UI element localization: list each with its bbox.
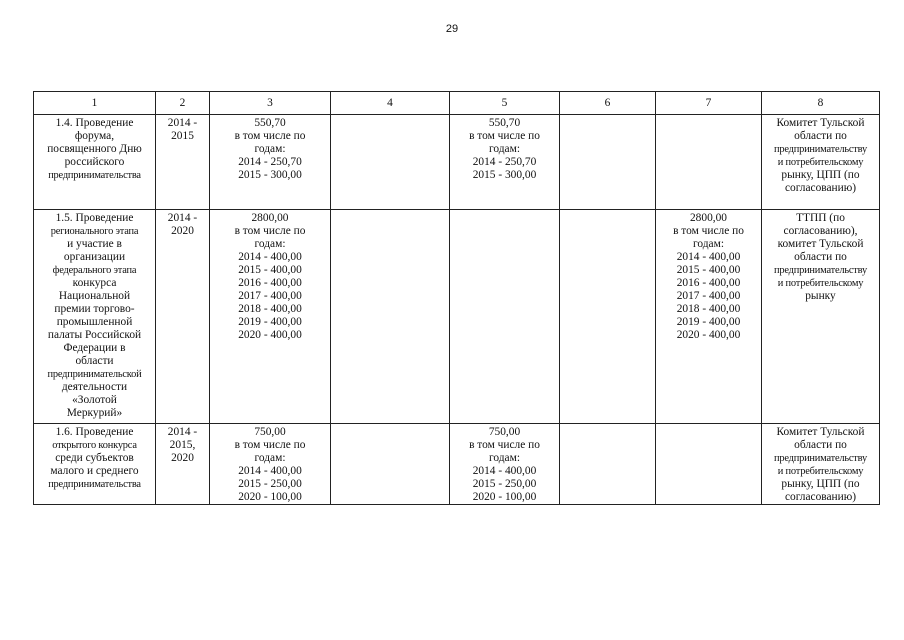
- cell-text-line: 2016 - 400,00: [238, 277, 302, 289]
- cell-text-line: федерального этапа: [52, 265, 137, 276]
- funding-col-5-cell: [450, 115, 560, 210]
- activity-name-cell: [34, 424, 156, 505]
- cell-text-line: и потребительскому: [777, 466, 864, 477]
- cell-text-line: конкурса: [72, 277, 117, 289]
- column-header: 4: [331, 92, 450, 115]
- cell-text-line: 2015 - 400,00: [238, 264, 302, 276]
- cell-text-line: рынку: [805, 290, 836, 302]
- cell-text-line: Комитет Тульской: [776, 426, 865, 438]
- cell-text-line: 550,70: [488, 117, 521, 129]
- table-header-row: [34, 92, 880, 115]
- cell-text-line: 1.4. Проведение: [55, 117, 134, 129]
- funding-col-7-cell: [656, 115, 762, 210]
- cell-text-line: 2800,00: [251, 212, 289, 224]
- total-funding-cell: [210, 210, 331, 424]
- cell-text-line: 2019 - 400,00: [676, 316, 741, 328]
- cell-text-line: рынку, ЦПП (по: [781, 478, 860, 490]
- cell-text-line: организации: [63, 251, 126, 263]
- activity-name-cell: [34, 210, 156, 424]
- cell-text-line: 2014 - 400,00: [472, 465, 537, 477]
- funding-col-6-cell: [560, 115, 656, 210]
- cell-text-line: в том числе по: [234, 130, 306, 142]
- cell-text-line: 2015: [171, 130, 194, 142]
- cell-text-line: 2014 -: [167, 117, 198, 129]
- cell-text-line: 750,00: [254, 426, 286, 438]
- cell-text-line: российского: [64, 156, 125, 168]
- funding-col-5-cell: [450, 424, 560, 505]
- cell-text-line: и участие в: [67, 238, 122, 250]
- cell-text-line: Федерации в: [63, 342, 126, 354]
- funding-col-4-cell: [331, 210, 450, 424]
- table-row: [34, 424, 880, 505]
- funding-col-7-cell: [656, 210, 762, 424]
- cell-text-line: предпринимательству: [774, 453, 867, 464]
- cell-text-line: предпринимательской: [47, 369, 142, 380]
- cell-text-line: 550,70: [254, 117, 286, 129]
- cell-text-line: 1.5. Проведение: [55, 212, 134, 224]
- cell-text-line: 2020 - 100,00: [472, 491, 537, 503]
- years-cell: [156, 115, 210, 210]
- cell-text-line: и потребительскому: [777, 157, 864, 168]
- cell-text-line: области по: [794, 251, 847, 263]
- cell-text-line: 2014 -: [167, 426, 198, 438]
- years-cell: [156, 210, 210, 424]
- total-funding-cell: [210, 115, 331, 210]
- column-header: 2: [156, 92, 210, 115]
- cell-text-line: Комитет Тульской: [776, 117, 865, 129]
- cell-text-line: 2014 - 400,00: [676, 251, 741, 263]
- cell-text-line: «Золотой: [72, 394, 117, 406]
- cell-text-line: и потребительскому: [777, 278, 864, 289]
- cell-text-line: в том числе по: [673, 225, 744, 237]
- cell-text-line: комитет Тульской: [777, 238, 864, 250]
- funding-col-6-cell: [560, 210, 656, 424]
- cell-text-line: 2020 - 400,00: [238, 329, 302, 341]
- table-row: [34, 210, 880, 424]
- cell-text-line: согласованию),: [783, 225, 858, 237]
- column-header: 1: [34, 92, 156, 115]
- cell-text-line: 2017 - 400,00: [676, 290, 741, 302]
- cell-text-line: годам:: [489, 452, 520, 464]
- program-activities-table: [33, 91, 880, 505]
- cell-text-line: 1.6. Проведение: [55, 426, 134, 438]
- cell-text-line: согласованию): [784, 491, 857, 503]
- cell-text-line: в том числе по: [469, 439, 540, 451]
- cell-text-line: годам:: [254, 452, 286, 464]
- cell-text-line: открытого конкурса: [52, 440, 137, 451]
- cell-text-line: 2020 - 100,00: [238, 491, 302, 503]
- cell-text-line: согласованию): [784, 182, 857, 194]
- executor-cell: [762, 424, 880, 505]
- activity-name-cell: [34, 115, 156, 210]
- page-number: 29: [445, 23, 459, 35]
- column-header: 6: [560, 92, 656, 115]
- cell-text-line: 2015 - 250,00: [472, 478, 537, 490]
- cell-text-line: малого и среднего: [50, 465, 139, 477]
- cell-text-line: палаты Российской: [47, 329, 142, 341]
- cell-text-line: 2016 - 400,00: [676, 277, 741, 289]
- cell-text-line: регионального этапа: [50, 226, 139, 237]
- years-cell: [156, 424, 210, 505]
- cell-text-line: 2020 - 400,00: [676, 329, 741, 341]
- cell-text-line: посвященного Дню: [47, 143, 142, 155]
- funding-col-6-cell: [560, 424, 656, 505]
- cell-text-line: годам:: [489, 143, 520, 155]
- cell-text-line: области по: [794, 439, 847, 451]
- cell-text-line: годам:: [254, 143, 286, 155]
- cell-text-line: в том числе по: [234, 439, 306, 451]
- cell-text-line: 2018 - 400,00: [676, 303, 741, 315]
- executor-cell: [762, 210, 880, 424]
- cell-text-line: деятельности: [61, 381, 128, 393]
- column-header: 5: [450, 92, 560, 115]
- cell-text-line: годам:: [254, 238, 286, 250]
- cell-text-line: 750,00: [488, 426, 521, 438]
- cell-text-line: 2014 - 250,70: [472, 156, 537, 168]
- cell-text-line: Меркурий»: [66, 407, 123, 419]
- total-funding-cell: [210, 424, 331, 505]
- cell-text-line: 2015 - 300,00: [472, 169, 537, 181]
- cell-text-line: ТТПП (по: [796, 212, 845, 224]
- cell-text-line: 2014 - 400,00: [238, 251, 302, 263]
- cell-text-line: 2014 - 400,00: [238, 465, 302, 477]
- cell-text-line: предпринимательства: [48, 479, 141, 490]
- funding-col-4-cell: [331, 424, 450, 505]
- cell-text-line: среди субъектов: [55, 452, 134, 464]
- cell-text-line: предпринимательству: [774, 144, 867, 155]
- column-header: 3: [210, 92, 331, 115]
- column-header: 7: [656, 92, 762, 115]
- cell-text-line: в том числе по: [469, 130, 540, 142]
- cell-text-line: 2020: [171, 452, 194, 464]
- cell-text-line: 2015 - 250,00: [238, 478, 302, 490]
- cell-text-line: премии торгово-: [54, 303, 135, 315]
- cell-text-line: области по: [794, 130, 847, 142]
- table-row: [34, 115, 880, 210]
- cell-text-line: области: [75, 355, 114, 367]
- cell-text-line: 2015 - 300,00: [238, 169, 302, 181]
- funding-col-4-cell: [331, 115, 450, 210]
- cell-text-line: 2019 - 400,00: [238, 316, 302, 328]
- column-header: 8: [762, 92, 880, 115]
- cell-text-line: 2018 - 400,00: [238, 303, 302, 315]
- funding-col-7-cell: [656, 424, 762, 505]
- funding-col-5-cell: [450, 210, 560, 424]
- executor-cell: [762, 115, 880, 210]
- cell-text-line: 2015 - 400,00: [676, 264, 741, 276]
- cell-text-line: 2800,00: [689, 212, 728, 224]
- cell-text-line: рынку, ЦПП (по: [781, 169, 860, 181]
- cell-text-line: форума,: [74, 130, 115, 142]
- cell-text-line: промышленной: [56, 316, 133, 328]
- cell-text-line: в том числе по: [234, 225, 306, 237]
- cell-text-line: Национальной: [58, 290, 131, 302]
- cell-text-line: 2014 -: [167, 212, 198, 224]
- cell-text-line: 2014 - 250,70: [238, 156, 302, 168]
- cell-text-line: годам:: [693, 238, 724, 250]
- cell-text-line: 2015,: [169, 439, 196, 451]
- cell-text-line: 2020: [171, 225, 194, 237]
- cell-text-line: предпринимательству: [774, 265, 867, 276]
- cell-text-line: предпринимательства: [48, 170, 141, 181]
- cell-text-line: 2017 - 400,00: [238, 290, 302, 302]
